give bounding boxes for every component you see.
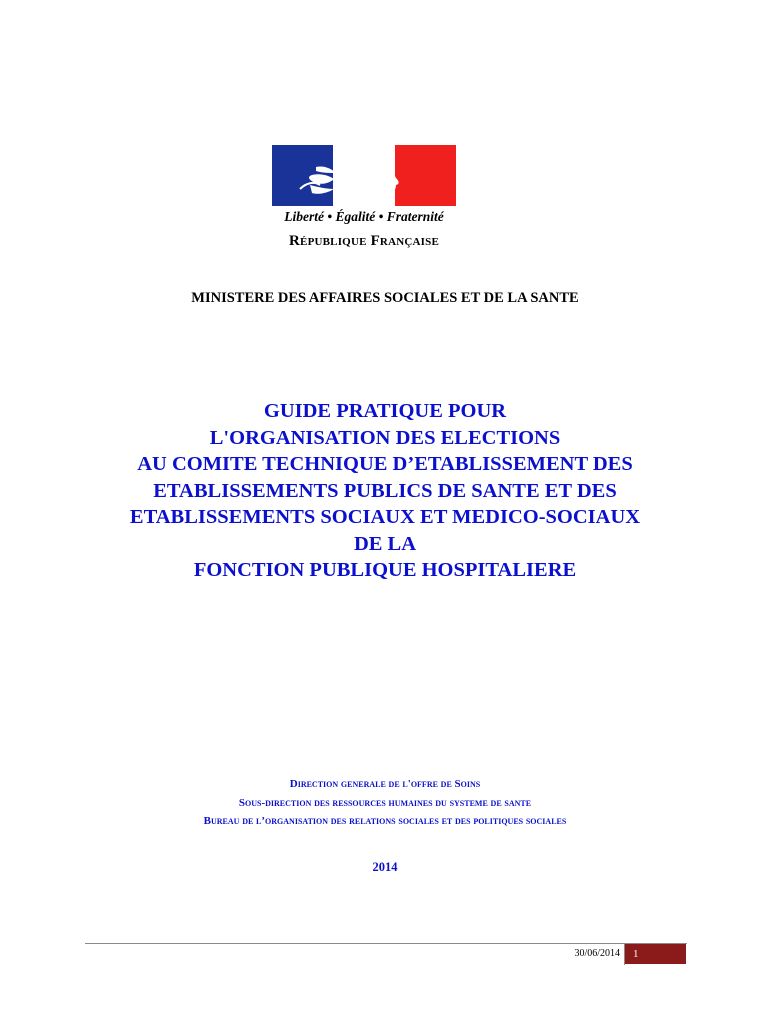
republic-motto: Liberté • Égalité • Fraternité	[284, 209, 444, 224]
title-line: ETABLISSEMENTS SOCIAUX ET MEDICO-SOCIAUX	[129, 506, 641, 528]
republique-francaise-logo	[270, 145, 458, 249]
title-line: ETABLISSEMENTS PUBLICS DE SANTE ET DES	[153, 479, 617, 502]
footer-date: 30/06/2014	[574, 948, 620, 959]
document-year: 2014	[372, 860, 398, 874]
republic-name: République Française	[289, 233, 439, 249]
document-title	[0, 398, 770, 584]
direction-line: Sous-direction des ressources humaines du systeme de sante	[238, 796, 532, 809]
footer-divider	[85, 943, 687, 944]
title-line: AU COMITE TECHNIQUE D’ETABLISSEMENT DES	[137, 453, 633, 475]
page-number: 1	[625, 944, 686, 964]
direction-line: Bureau de l’organisation des relations sociales et des politiques sociales	[203, 815, 567, 827]
direction-line: Direction generale de l'offre de Soins	[289, 778, 481, 790]
issuing-direction	[0, 775, 770, 831]
marianne-flag-icon	[272, 145, 456, 206]
title-line: GUIDE PRATIQUE POUR	[263, 400, 507, 422]
ministry-name: MINISTERE DES AFFAIRES SOCIALES ET DE LA SANTE	[191, 290, 579, 306]
title-line: L'ORGANISATION DES ELECTIONS	[209, 426, 561, 449]
title-line: DE LA	[353, 532, 417, 555]
title-line: FONCTION PUBLIQUE HOSPITALIERE	[193, 559, 577, 581]
